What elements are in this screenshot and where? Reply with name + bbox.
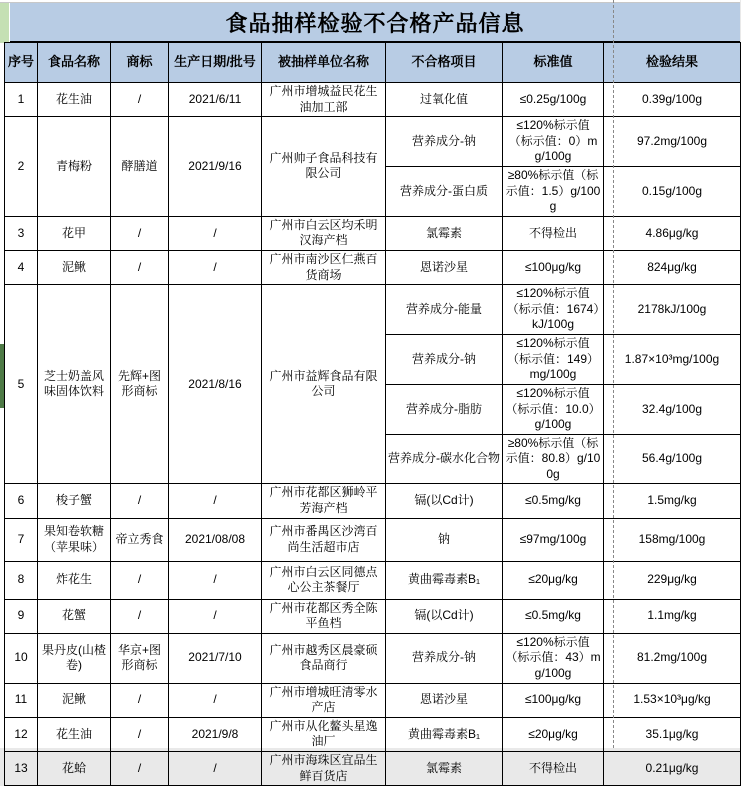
cell-food-name[interactable]: 青梅粉	[38, 117, 111, 217]
cell-failed-item[interactable]: 营养成分-钠	[386, 633, 503, 683]
cell-serial[interactable]: 8	[5, 561, 38, 599]
table-row	[5, 717, 741, 751]
table-row	[5, 752, 741, 786]
cell-sampled-unit[interactable]: 广州市增城旺清零水产店	[262, 683, 386, 717]
cell-food-name[interactable]: 花蛤	[38, 752, 111, 786]
cell-standard-value[interactable]: ≤120%标示值（标示值：149）mg/100g	[503, 334, 604, 384]
column-header-5[interactable]: 不合格项目	[386, 43, 503, 83]
cell-sampled-unit[interactable]: 广州市花都区秀全陈平鱼档	[262, 599, 386, 633]
cell-standard-value[interactable]: 不得检出	[503, 752, 604, 786]
cell-failed-item[interactable]: 恩诺沙星	[386, 250, 503, 284]
cell-test-result[interactable]: 229μg/kg	[604, 561, 741, 599]
cell-food-name[interactable]: 花甲	[38, 216, 111, 250]
cell-test-result[interactable]: 0.39g/100g	[604, 83, 741, 117]
cell-standard-value[interactable]: ≤0.5mg/kg	[503, 484, 604, 518]
cell-production-date[interactable]: /	[169, 752, 262, 786]
cell-test-result[interactable]: 0.21μg/kg	[604, 752, 741, 786]
page-title[interactable]: 食品抽样检验不合格产品信息	[10, 3, 740, 43]
cell-sampled-unit[interactable]: 广州市白云区均禾明汉海产档	[262, 216, 386, 250]
cell-food-name[interactable]: 花蟹	[38, 599, 111, 633]
cell-sampled-unit[interactable]: 广州市白云区同德点心公主茶餐厅	[262, 561, 386, 599]
cell-failed-item[interactable]: 镉(以Cd计)	[386, 599, 503, 633]
cell-serial[interactable]: 1	[5, 83, 38, 117]
cell-test-result[interactable]: 158mg/100g	[604, 518, 741, 561]
cell-production-date[interactable]: 2021/9/16	[169, 117, 262, 217]
cell-test-result[interactable]: 35.1μg/kg	[604, 717, 741, 751]
table-row	[5, 216, 741, 250]
cell-food-name[interactable]: 花生油	[38, 83, 111, 117]
cell-brand[interactable]: /	[111, 599, 169, 633]
table-row	[5, 683, 741, 717]
cell-failed-item[interactable]: 营养成分-蛋白质	[386, 166, 503, 216]
table-row	[5, 518, 741, 561]
cell-standard-value[interactable]: ≤0.5mg/kg	[503, 599, 604, 633]
cell-serial[interactable]: 2	[5, 117, 38, 217]
cell-standard-value[interactable]: 不得检出	[503, 216, 604, 250]
cell-brand[interactable]: 华京+图形商标	[111, 633, 169, 683]
cell-standard-value[interactable]: ≤120%标示值（标示值：1674）kJ/100g	[503, 285, 604, 335]
cell-standard-value[interactable]: ≤100μg/kg	[503, 250, 604, 284]
table-row	[5, 83, 741, 117]
cell-standard-value[interactable]: ≤20μg/kg	[503, 717, 604, 751]
cell-failed-item[interactable]: 营养成分-钠	[386, 334, 503, 384]
cell-failed-item[interactable]: 黄曲霉毒素B₁	[386, 717, 503, 751]
results-table	[4, 42, 741, 786]
cell-brand[interactable]: /	[111, 83, 169, 117]
column-header-1[interactable]: 食品名称	[38, 43, 111, 83]
cell-brand[interactable]: /	[111, 683, 169, 717]
cell-production-date[interactable]: /	[169, 250, 262, 284]
table-row	[5, 484, 741, 518]
cell-food-name[interactable]: 泥鳅	[38, 683, 111, 717]
cell-sampled-unit[interactable]: 广州市增城益民花生油加工部	[262, 83, 386, 117]
cell-serial[interactable]: 7	[5, 518, 38, 561]
cell-sampled-unit[interactable]: 广州市番禺区沙湾百尚生活超市店	[262, 518, 386, 561]
cell-brand[interactable]: /	[111, 561, 169, 599]
cell-brand[interactable]: 先辉+图形商标	[111, 285, 169, 484]
cell-serial[interactable]: 5	[5, 285, 38, 484]
table-row	[5, 633, 741, 683]
cell-standard-value[interactable]: ≤0.25g/100g	[503, 83, 604, 117]
cell-food-name[interactable]: 炸花生	[38, 561, 111, 599]
column-header-4[interactable]: 被抽样单位名称	[262, 43, 386, 83]
cell-failed-item[interactable]: 营养成分-钠	[386, 117, 503, 167]
cell-standard-value[interactable]: ≥80%标示值（标示值：80.8）g/100g	[503, 434, 604, 484]
cell-test-result[interactable]: 824μg/kg	[604, 250, 741, 284]
cell-sampled-unit[interactable]: 广州市益辉食品有限公司	[262, 285, 386, 484]
cell-production-date[interactable]: /	[169, 683, 262, 717]
column-header-7[interactable]: 检验结果	[604, 43, 741, 83]
cell-standard-value[interactable]: ≤100μg/kg	[503, 683, 604, 717]
cell-standard-value[interactable]: ≤120%标示值（标示值：43）mg/100g	[503, 633, 604, 683]
column-header-6[interactable]: 标准值	[503, 43, 604, 83]
column-header-3[interactable]: 生产日期/批号	[169, 43, 262, 83]
table-row	[5, 599, 741, 633]
cell-serial[interactable]: 9	[5, 599, 38, 633]
title-row	[0, 2, 740, 43]
cell-food-name[interactable]: 果丹皮(山楂卷)	[38, 633, 111, 683]
column-header-0[interactable]: 序号	[5, 43, 38, 83]
adjacent-dark-green-cell	[0, 344, 4, 408]
cell-standard-value[interactable]: ≥80%标示值（标示值：1.5）g/100g	[503, 166, 604, 216]
cell-failed-item[interactable]: 恩诺沙星	[386, 683, 503, 717]
cell-test-result[interactable]: 1.5mg/kg	[604, 484, 741, 518]
cell-sampled-unit[interactable]: 广州市花都区狮岭平芳海产档	[262, 484, 386, 518]
cell-standard-value[interactable]: ≤97mg/100g	[503, 518, 604, 561]
cell-serial[interactable]: 3	[5, 216, 38, 250]
cell-failed-item[interactable]: 黄曲霉毒素B₁	[386, 561, 503, 599]
cell-brand[interactable]: 帝立秀食	[111, 518, 169, 561]
cell-test-result[interactable]: 1.87×10³mg/100g	[604, 334, 741, 384]
cell-test-result[interactable]: 32.4g/100g	[604, 384, 741, 434]
header-row	[5, 43, 741, 83]
cell-food-name[interactable]: 梭子蟹	[38, 484, 111, 518]
table-row	[5, 285, 741, 335]
cell-serial[interactable]: 10	[5, 633, 38, 683]
cell-failed-item[interactable]: 营养成分-能量	[386, 285, 503, 335]
column-header-2[interactable]: 商标	[111, 43, 169, 83]
cell-standard-value[interactable]: ≤20μg/kg	[503, 561, 604, 599]
cell-food-name[interactable]: 花生油	[38, 717, 111, 751]
cell-sampled-unit[interactable]: 广州市从化鳌头星逸油厂	[262, 717, 386, 751]
cell-standard-value[interactable]: ≤120%标示值（标示值：10.0）g/100g	[503, 384, 604, 434]
cell-serial[interactable]: 4	[5, 250, 38, 284]
table-row	[5, 250, 741, 284]
cell-failed-item[interactable]: 过氧化值	[386, 83, 503, 117]
cell-serial[interactable]: 6	[5, 484, 38, 518]
cell-failed-item[interactable]: 镉(以Cd计)	[386, 484, 503, 518]
cell-test-result[interactable]: 1.53×10³μg/kg	[604, 683, 741, 717]
cell-production-date[interactable]: 2021/9/8	[169, 717, 262, 751]
cell-test-result[interactable]: 0.15g/100g	[604, 166, 741, 216]
cell-brand[interactable]: /	[111, 250, 169, 284]
cell-food-name[interactable]: 果知卷软糖（苹果味）	[38, 518, 111, 561]
cell-brand[interactable]: 酵膳道	[111, 117, 169, 217]
cell-test-result[interactable]: 56.4g/100g	[604, 434, 741, 484]
cell-sampled-unit[interactable]: 广州市越秀区晨豪硕食品商行	[262, 633, 386, 683]
cell-brand[interactable]: /	[111, 717, 169, 751]
cell-sampled-unit[interactable]: 广州帅子食品科技有限公司	[262, 117, 386, 217]
table-row	[5, 561, 741, 599]
cell-production-date[interactable]: 2021/6/11	[169, 83, 262, 117]
cell-failed-item[interactable]: 营养成分-碳水化合物	[386, 434, 503, 484]
cell-brand[interactable]: /	[111, 216, 169, 250]
cell-failed-item[interactable]: 氯霉素	[386, 752, 503, 786]
cell-production-date[interactable]: 2021/7/10	[169, 633, 262, 683]
cell-production-date[interactable]: /	[169, 484, 262, 518]
cell-serial[interactable]: 12	[5, 717, 38, 751]
cell-production-date[interactable]: 2021/8/16	[169, 285, 262, 484]
table-body	[5, 83, 741, 786]
cell-test-result[interactable]: 81.2mg/100g	[604, 633, 741, 683]
cell-production-date[interactable]: /	[169, 561, 262, 599]
cell-serial[interactable]: 11	[5, 683, 38, 717]
cell-production-date[interactable]: 2021/08/08	[169, 518, 262, 561]
cell-failed-item[interactable]: 营养成分-脂肪	[386, 384, 503, 434]
cell-brand[interactable]: /	[111, 484, 169, 518]
cell-test-result[interactable]: 1.1mg/kg	[604, 599, 741, 633]
cell-test-result[interactable]: 4.86μg/kg	[604, 216, 741, 250]
cell-production-date[interactable]: /	[169, 216, 262, 250]
cell-sampled-unit[interactable]: 广州市南沙区仁燕百货商场	[262, 250, 386, 284]
cell-failed-item[interactable]: 钠	[386, 518, 503, 561]
cell-brand[interactable]: /	[111, 752, 169, 786]
cell-standard-value[interactable]: ≤120%标示值（标示值：0）mg/100g	[503, 117, 604, 167]
cell-failed-item[interactable]: 氯霉素	[386, 216, 503, 250]
cell-test-result[interactable]: 2178kJ/100g	[604, 285, 741, 335]
adjacent-green-cell	[0, 3, 10, 43]
cell-food-name[interactable]: 泥鳅	[38, 250, 111, 284]
cell-production-date[interactable]: /	[169, 599, 262, 633]
cell-test-result[interactable]: 97.2mg/100g	[604, 117, 741, 167]
cell-sampled-unit[interactable]: 广州市海珠区宜品生鲜百货店	[262, 752, 386, 786]
cell-serial[interactable]: 13	[5, 752, 38, 786]
table-row	[5, 117, 741, 167]
cell-food-name[interactable]: 芝士奶盖风味固体饮料	[38, 285, 111, 484]
